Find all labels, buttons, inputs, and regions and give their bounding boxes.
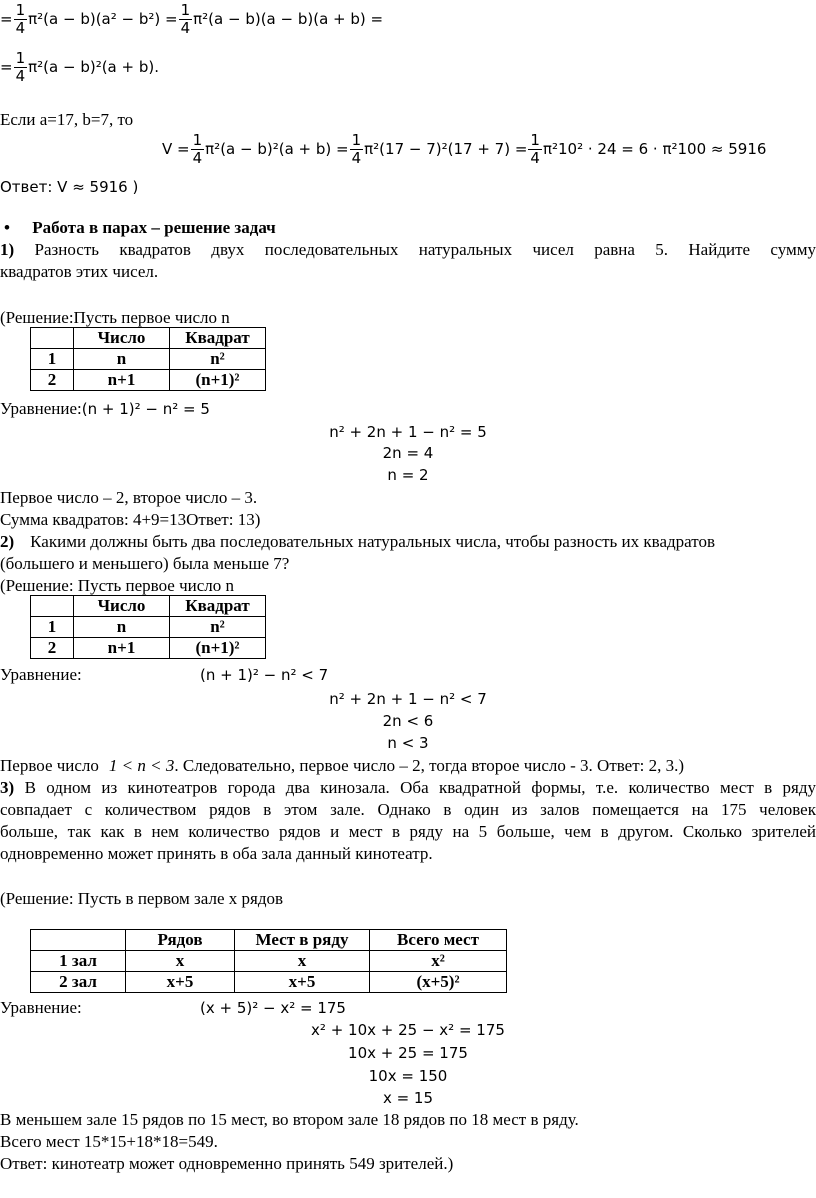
table-header-row: Число Квадрат	[31, 596, 266, 617]
task3-step: x² + 10x + 25 − x² = 175	[311, 1021, 505, 1039]
task3-text-line4: одновременно может принять в оба зала данный кинотеатр.	[0, 844, 433, 863]
fraction-quarter: $\frac{1}{4}$	[180, 1, 191, 37]
task2-step: n < 3	[387, 734, 429, 752]
equation-label: Уравнение:	[0, 399, 82, 418]
task1-step: n² + 2n + 1 − n² = 5	[329, 423, 487, 441]
task3-answer: Ответ: кинотеатр может одновременно принять 549 зрителей.)	[0, 1154, 454, 1173]
answer-volume: Ответ: V ≈ 5916 )	[0, 178, 139, 196]
task3-result: В меньшем зале 15 рядов по 15 мест, во втором зале 18 рядов по 18 мест в ряду.	[0, 1110, 579, 1129]
task3-solution-intro: (Решение: Пусть в первом зале x рядов	[0, 889, 283, 908]
task2-table	[30, 595, 266, 659]
derivation-line-1	[0, 2, 383, 37]
task3-equation-label: Уравнение:	[0, 998, 82, 1017]
task3-step: x = 15	[382, 1089, 434, 1107]
table-row: 2 зал x+5 x+5 (x+5)²	[31, 972, 507, 993]
table-row: 1 зал x x x²	[31, 951, 507, 972]
task3-text-line2: совпадает с количеством рядов в этом зале. Однако в один из залов помещается на 175 человек	[0, 800, 816, 819]
task3-equation: (x + 5)² − x² = 175	[200, 999, 346, 1017]
task2-step: 2n < 6	[382, 712, 434, 730]
task2-equation-label: Уравнение:	[0, 665, 82, 684]
task3-step: 10x + 25 = 175	[348, 1044, 468, 1062]
task1-solution-intro: (Решение:Пусть первое число n	[0, 308, 230, 327]
expression: π²(a − b)(a − b)(a + b) =	[193, 10, 384, 28]
equation: (n + 1)² − n² = 5	[81, 400, 210, 418]
bullet-icon: •	[4, 218, 10, 237]
task2-text-line2: (большего и меньшего) была меньше 7?	[0, 554, 290, 573]
task1-table	[30, 327, 266, 391]
fraction-quarter: $\frac{1}{4}$	[530, 131, 540, 167]
task3-text-line1: 3) В одном из кинотеатров города два кинозала. Оба квадратной формы, т.е. количество мест в ряду	[0, 778, 816, 797]
table-row: 1 n n²	[31, 349, 266, 370]
derivation-line-2	[0, 50, 159, 85]
task2-text-line1: 2) Какими должны быть два последовательных натуральных числа, чтобы разность их квадратов	[0, 532, 715, 551]
task2-solution-intro: (Решение: Пусть первое число n	[0, 576, 235, 595]
task1-text-line1: 1) Разность квадратов двух последовательных натуральных чисел равна 5. Найдите сумму	[0, 240, 816, 259]
equals-sign: =	[0, 10, 13, 28]
table-row: 2 n+1 (n+1)²	[31, 370, 266, 391]
task1-answer: Сумма квадратов: 4+9=13Ответ: 13)	[0, 510, 261, 529]
fraction-quarter: $\frac{1}{4}$	[351, 131, 362, 167]
volume-equation: V = $\frac{1}{4}$ π²(a − b)²(a + b) = $\frac{1}{4}$ π²(17 − 7)²(17 + 7) = $\frac{1}{4}$ π²10² · 24 = 6 · π²100 ≈ 5916	[162, 131, 767, 167]
fraction-quarter: $\frac{1}{4}$	[15, 1, 26, 37]
task1-equation-row	[0, 399, 210, 419]
task1-step: 2n = 4	[382, 444, 434, 462]
task2-step: n² + 2n + 1 − n² < 7	[329, 690, 487, 708]
task3-text-line3: больше, так как в нем количество рядов и мест в ряду на 5 больше, чем в другом. Сколько зрителей	[0, 822, 816, 841]
task3-total: Всего мест 15*15+18*18=549.	[0, 1132, 218, 1151]
task3-step: 10x = 150	[368, 1067, 448, 1085]
equals-sign: =	[0, 58, 13, 76]
task1-text-line2: квадратов этих чисел.	[0, 262, 159, 281]
task2-result: Первое число 1 < n < 3. Следовательно, первое число – 2, тогда второе число - 3. Ответ: 2, 3.)	[0, 756, 685, 775]
table-header-row: Рядов Мест в ряду Всего мест	[31, 930, 507, 951]
task1-result: Первое число – 2, второе число – 3.	[0, 488, 258, 507]
task2-equation: (n + 1)² − n² < 7	[200, 666, 329, 684]
table-row: 2 n+1 (n+1)²	[31, 638, 266, 659]
task1-step: n = 2	[387, 466, 429, 484]
fraction-quarter: $\frac{1}{4}$	[15, 49, 26, 85]
condition-text: Если a=17, b=7, то	[0, 110, 134, 129]
inequality: 1 < n < 3	[108, 756, 175, 775]
table-header-row: Число Квадрат	[31, 328, 266, 349]
table-row: 1 n n²	[31, 617, 266, 638]
expression: π²(a − b)²(a + b).	[28, 58, 159, 76]
expression: π²(a − b)(a² − b²) =	[28, 10, 178, 28]
fraction-quarter: $\frac{1}{4}$	[192, 131, 203, 167]
task3-table	[30, 929, 507, 993]
section-heading: • Работа в парах – решение задач	[4, 218, 276, 237]
